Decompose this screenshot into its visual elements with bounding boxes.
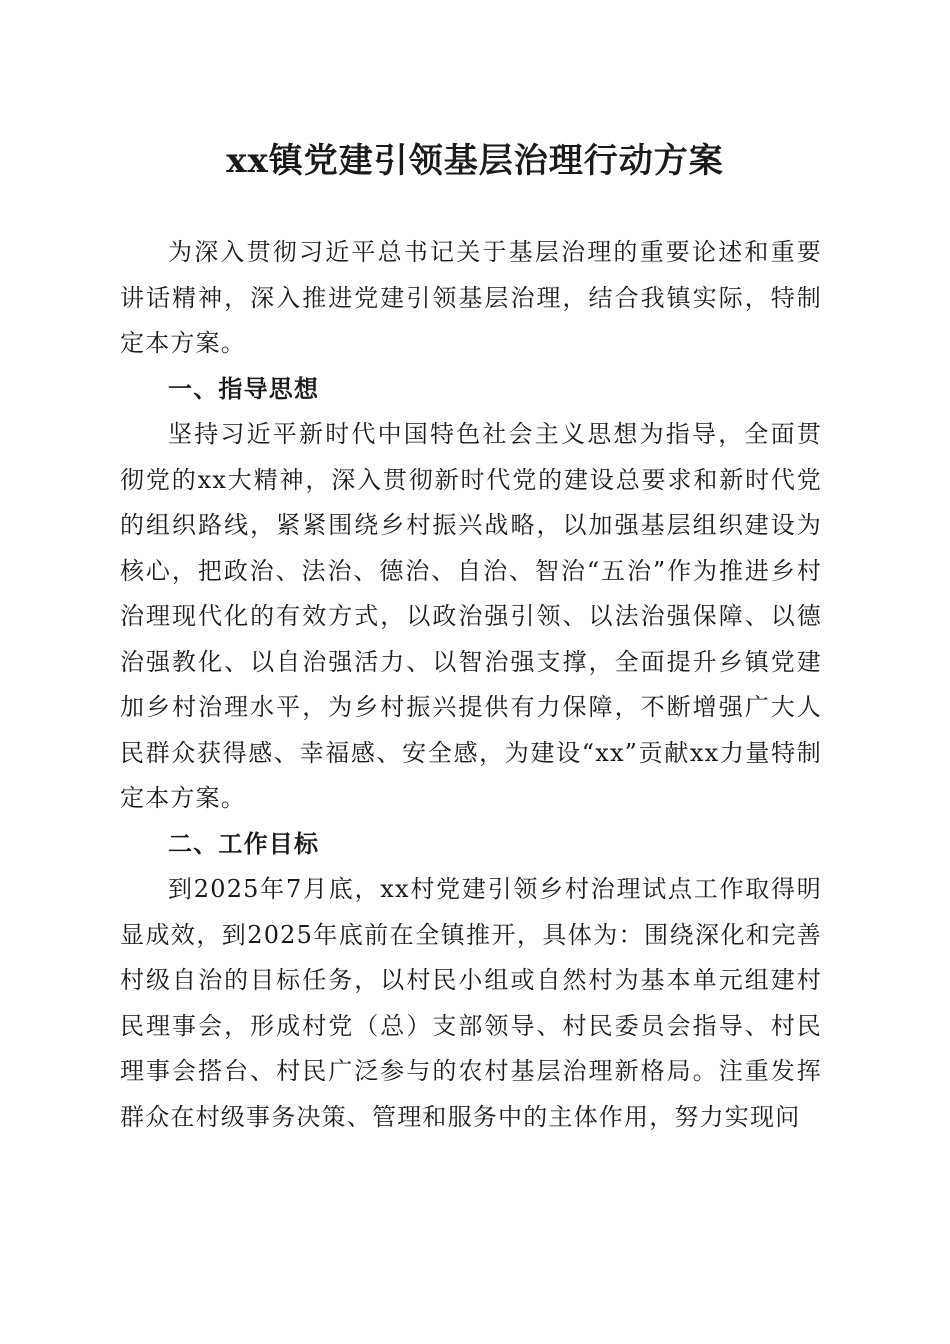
section-paragraph-guiding-ideology: 坚持习近平新时代中国特色社会主义思想为指导，全面贯彻党的xx大精神，深入贯彻新时代党的建设总要求和新时代党的组织路线，紧紧围绕乡村振兴战略，以加强基层组织建设为核心，把政治、法治、德治、自治、智治“五治”作为推进乡村治理现代化的有效方式，以政治强引领、以法治强保障、以德治强教化、以自治强活力、以智治强支撑，全面提升乡镇党建加乡村治理水平，为乡村振兴提供有力保障，不断增强广大人民群众获得感、幸福感、安全感，为建设“xx”贡献xx力量特制定本方案。	[120, 420, 822, 812]
document-body	[120, 230, 822, 1140]
section-heading-guiding-ideology: 一、指导思想	[168, 374, 320, 403]
document-title: xx镇党建引领基层治理行动方案	[226, 141, 724, 181]
section-heading-work-goals: 二、工作目标	[168, 829, 320, 858]
intro-paragraph: 为深入贯彻习近平总书记关于基层治理的重要论述和重要讲话精神，深入推进党建引领基层治理，结合我镇实际，特制定本方案。	[120, 238, 822, 357]
section-paragraph-work-goals: 到2025年7月底，xx村党建引领乡村治理试点工作取得明显成效，到2025年底前在全镇推开，具体为：围绕深化和完善村级自治的目标任务，以村民小组或自然村为基本单元组建村民理事会，形成村党（总）支部领导、村民委员会指导、村民理事会搭台、村民广泛参与的农村基层治理新格局。注重发挥群众在村级事务决策、管理和服务中的主体作用，努力实现问	[120, 875, 822, 1131]
